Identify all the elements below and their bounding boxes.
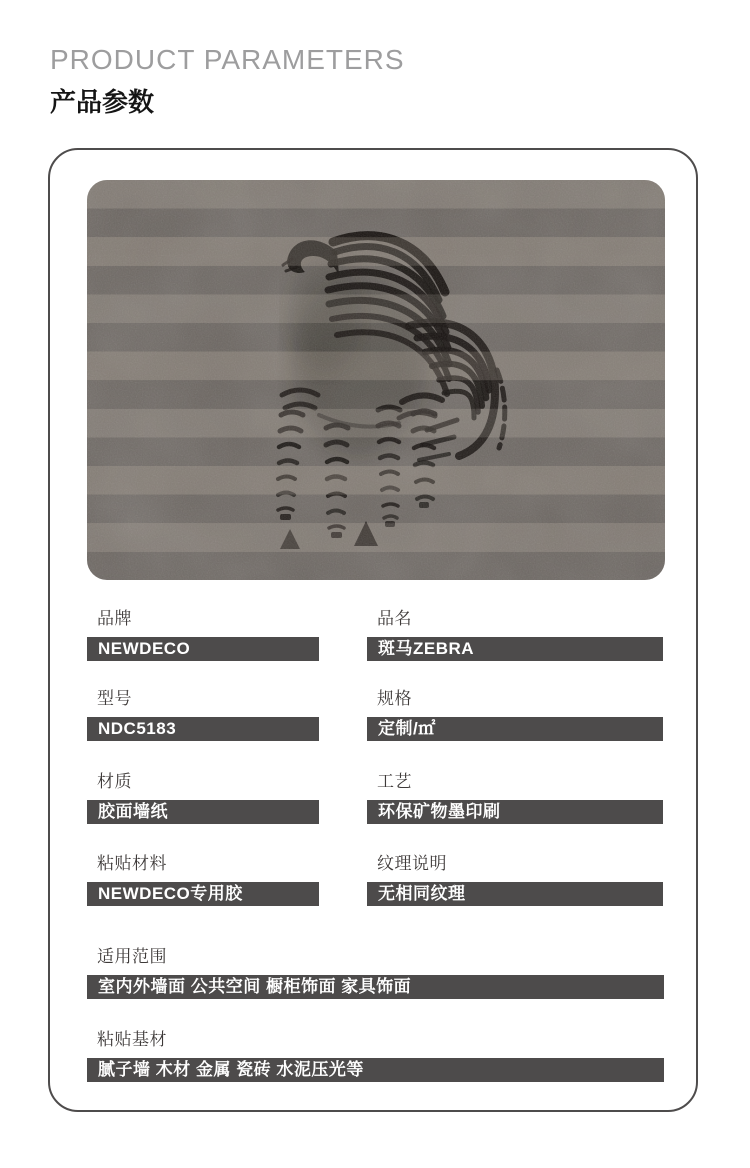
field-brand	[87, 609, 319, 661]
field-label: 品名	[377, 609, 412, 628]
field-value: NDC5183	[87, 717, 319, 741]
field-substrate	[87, 1030, 664, 1082]
zebra-artwork	[87, 180, 665, 580]
parameters-card	[48, 148, 698, 1112]
field-row-2	[87, 689, 664, 741]
field-label: 品牌	[97, 609, 132, 628]
field-label: 适用范围	[97, 947, 167, 966]
field-value: NEWDECO	[87, 637, 319, 661]
field-label: 粘贴基材	[97, 1030, 167, 1049]
parameters-fields	[87, 609, 664, 1082]
field-adhesive	[87, 854, 319, 906]
field-label: 规格	[377, 689, 412, 708]
field-value: 定制/㎡	[367, 717, 663, 741]
field-spec	[367, 689, 663, 741]
field-product-name	[367, 609, 663, 661]
field-model	[87, 689, 319, 741]
field-label: 粘贴材料	[97, 854, 167, 873]
field-value: 胶面墙纸	[87, 800, 319, 824]
field-value: 腻子墙 木材 金属 瓷砖 水泥压光等	[87, 1058, 664, 1082]
texture-noise	[87, 180, 665, 580]
field-row-4	[87, 854, 664, 906]
page-title-zh: 产品参数	[50, 87, 155, 117]
field-label: 材质	[97, 772, 132, 791]
field-value: 室内外墙面 公共空间 橱柜饰面 家具饰面	[87, 975, 664, 999]
field-scope	[87, 947, 664, 999]
field-value: 环保矿物墨印刷	[367, 800, 663, 824]
field-texture	[367, 854, 663, 906]
field-value: 无相同纹理	[367, 882, 663, 906]
section-header	[0, 0, 750, 119]
field-value: 斑马ZEBRA	[367, 637, 663, 661]
page-title-en: PRODUCT PARAMETERS	[50, 44, 405, 75]
field-material	[87, 772, 319, 824]
field-label: 型号	[97, 689, 132, 708]
field-value: NEWDECO专用胶	[87, 882, 319, 906]
field-craft	[367, 772, 663, 824]
field-row-1	[87, 609, 664, 661]
field-label: 纹理说明	[377, 854, 447, 873]
product-image	[87, 180, 665, 580]
field-row-3	[87, 772, 664, 824]
field-label: 工艺	[377, 772, 412, 791]
